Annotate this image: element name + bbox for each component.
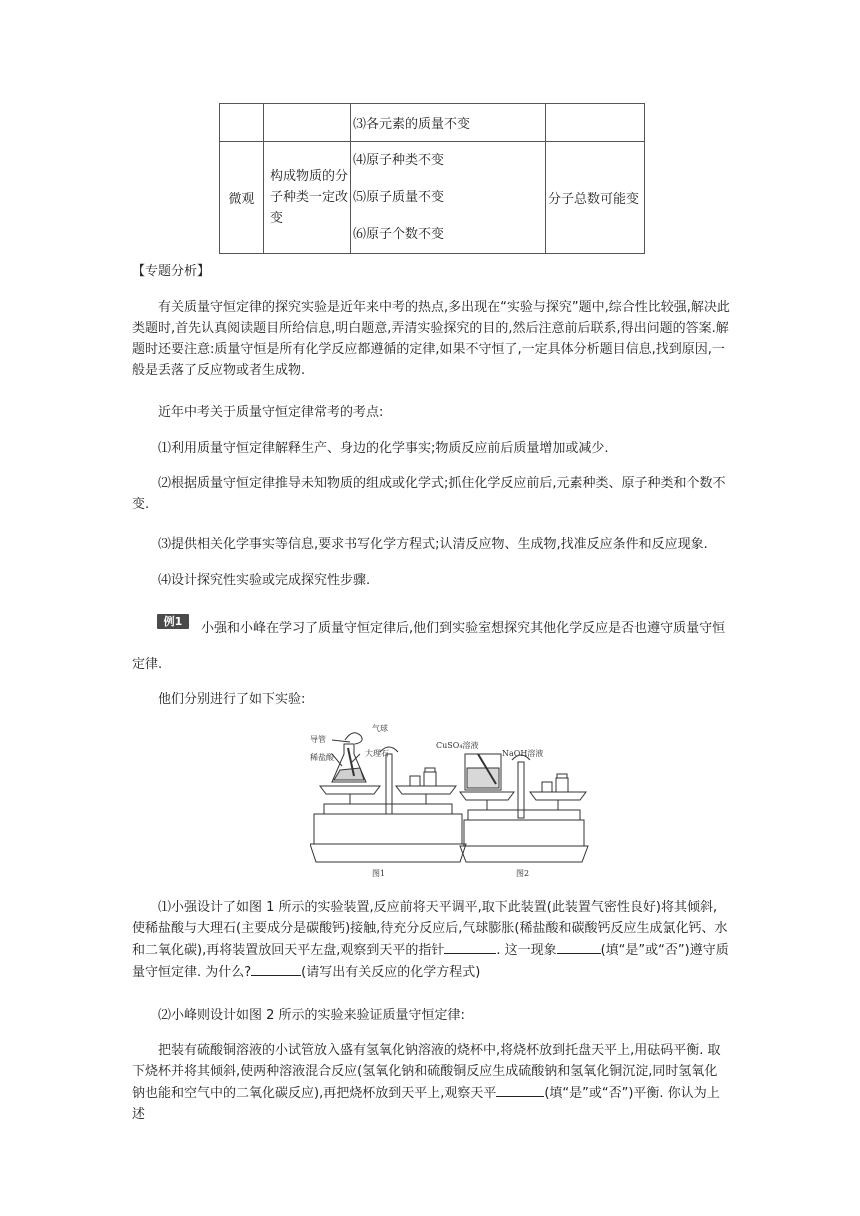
- question-2: ⑵小峰则设计如图 2 所示的实验来验证质量守恒定律:: [158, 1008, 465, 1023]
- point-item: ⑶提供相关化学事实等信息,要求书写化学方程式;认清反应物、生成物,找准反应条件和反应现象.: [158, 537, 708, 552]
- label-acid: 稀盐酸: [310, 753, 334, 762]
- label-balloon: 气球: [372, 724, 388, 733]
- example-text: 定律.: [132, 657, 163, 672]
- list-item: ⑷原子种类不变: [353, 153, 445, 168]
- list-item: ⑸原子质量不变: [353, 190, 445, 205]
- point-item: ⑵根据质量守恒定律推导未知物质的组成或化学式;抓住化学反应前后,元素种类、原子种类和个数不变.: [132, 476, 726, 512]
- flask-icon: [332, 733, 366, 782]
- experiment-figure-svg: [310, 718, 590, 878]
- table-cell: ⑶各元素的质量不变: [351, 104, 546, 142]
- question-2-paragraph: [132, 1040, 730, 1125]
- table-cell: 分子总数可能变: [546, 142, 645, 254]
- table-cell: 微观: [220, 142, 264, 254]
- table-cell: [351, 142, 546, 254]
- point-item: ⑷设计探究性实验或完成探究性步骤.: [158, 573, 371, 588]
- example-text: 小强和小峰在学习了质量守恒定律后,他们到实验室想探究其他化学反应是否也遵守质量守恒: [201, 621, 726, 636]
- label-cuso4: CuSO₄溶液: [436, 741, 479, 750]
- question-text: . 这一现象: [496, 943, 557, 958]
- question-text: (填“是”或“否”)平衡. 你认为上述: [132, 1086, 720, 1122]
- answer-blank[interactable]: [557, 939, 601, 954]
- section-heading: 【专题分析】: [132, 264, 211, 279]
- analysis-paragraph: 有关质量守恒定律的探究实验是近年来中考的热点,多出现在“实验与探究”题中,综合性比较强,解决此类题时,首先认真阅读题目所给信息,明白题意,弄清实验探究的目的,然后注意前后联系,得出问题的答案.解题时还要注意:质量守恒是所有化学反应都遵循的定律,如果不守恒了,一定具体分析题目信息,找到原因,一般是丢落了反应物或者生成物.: [132, 300, 730, 378]
- question-text: (请写出有关反应的化学方程式): [301, 965, 481, 980]
- example-intro: 他们分别进行了如下实验:: [158, 692, 306, 707]
- experiment-figure: [310, 718, 590, 882]
- point-item: ⑴利用质量守恒定律解释生产、身边的化学事实;物质反应前后质量增加或减少.: [158, 441, 609, 456]
- question-text: ⑴小强设计了如图 1 所示的实验装置,反应前将天平调平,取下此装置(此装置气密性良好)将其倾斜,使稀盐酸与大理石(主要成分是碳酸钙)接触,待充分反应后,气球膨胀(稀盐酸和碳酸钙反应生成氯化钙、水和二氧化碳),再将装置放回天平左盘,观察到天平的指针: [132, 900, 728, 958]
- question-text: (填“是”或“否”)遵守质量守恒定律. 为什么?: [132, 943, 729, 980]
- example-badge: 例1: [157, 614, 189, 629]
- question-text: 把装有硫酸铜溶液的小试管放入盛有氢氧化钠溶液的烧杯中,将烧杯放到托盘天平上,用砝码平衡. 取下烧杯并将其倾斜,使两种溶液混合反应(氢氧化钠和硫酸铜反应生成硫酸钠和氢氧化铜沉淀,同时氢氧化钠也能和空气中的二氧化碳反应),再把烧杯放到天平上,观察天平: [132, 1043, 721, 1101]
- label-naoh: NaOH溶液: [502, 749, 544, 758]
- comparison-table: [219, 103, 645, 254]
- caption-figure2: 图2: [516, 869, 530, 878]
- table-cell: [220, 104, 264, 142]
- table-cell: 构成物质的分子种类一定改变: [264, 142, 351, 254]
- answer-blank[interactable]: [496, 1082, 544, 1097]
- answer-blank[interactable]: [251, 961, 301, 976]
- balance-icon: [310, 747, 466, 862]
- question-1: [132, 897, 730, 983]
- table-row: [220, 142, 645, 254]
- label-tube: 导管: [310, 735, 326, 744]
- exam-points-intro: 近年中考关于质量守恒定律常考的考点:: [158, 405, 384, 420]
- caption-figure1: 图1: [372, 869, 386, 878]
- list-item: ⑹原子个数不变: [353, 227, 445, 242]
- table-cell: [546, 104, 645, 142]
- beaker-icon: [465, 754, 501, 790]
- label-marble: 大理石: [365, 749, 389, 758]
- answer-blank[interactable]: [444, 939, 496, 954]
- table-cell: [264, 104, 351, 142]
- table-row: [220, 104, 645, 142]
